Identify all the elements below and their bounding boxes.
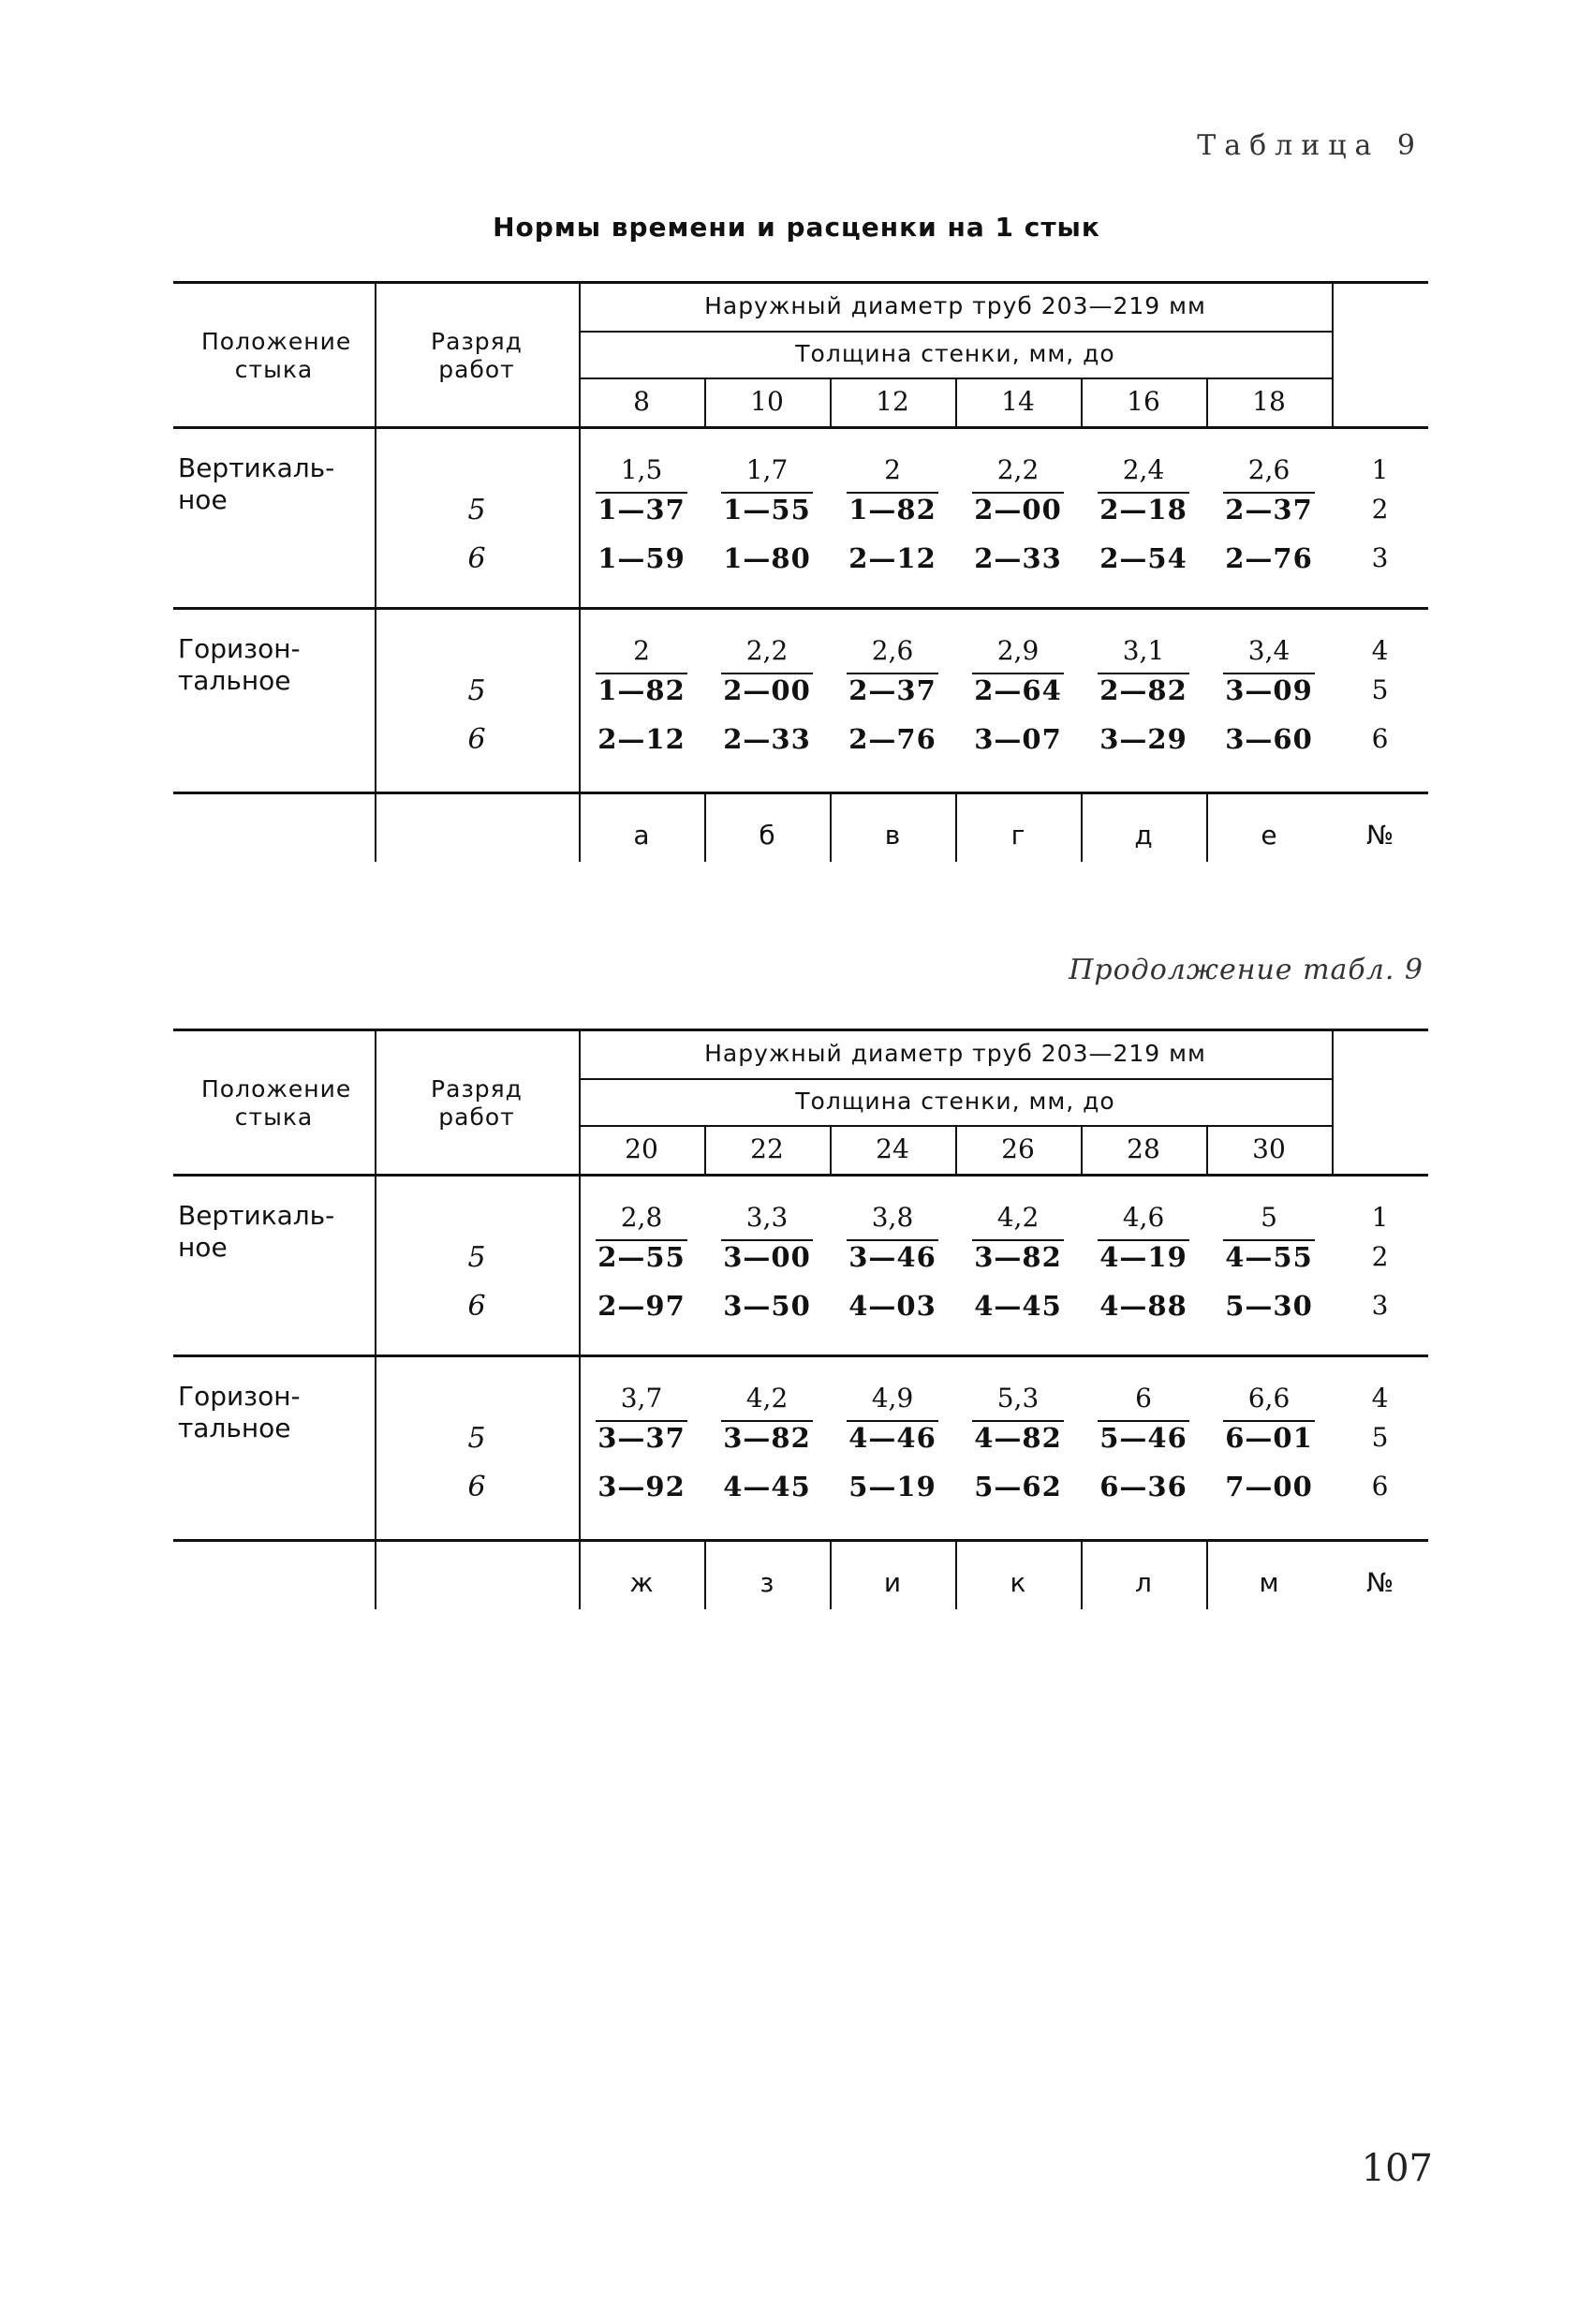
column-letter: м	[1259, 1567, 1279, 1598]
diameter-header: Наружный диаметр труб 203—219 мм	[704, 292, 1206, 319]
rate-value: 2—37	[848, 674, 937, 706]
page-number: 107	[1361, 2147, 1433, 2190]
time-norm: 3,7	[620, 1383, 663, 1414]
rate-value: 3—29	[1099, 723, 1187, 755]
grade-value: 6	[467, 723, 486, 756]
column-letter: а	[633, 820, 650, 851]
row-number: 6	[1371, 723, 1389, 754]
rate-value: 5—46	[1099, 1422, 1187, 1454]
position-header: Положение стыка	[201, 328, 352, 383]
thickness-4: 28	[1127, 1133, 1160, 1164]
grade-header: Разряд работ	[431, 1075, 523, 1131]
column-letter: в	[884, 820, 901, 851]
thickness-2: 12	[876, 386, 909, 417]
rate-value: 2—12	[848, 542, 937, 574]
rate-value: 5—19	[848, 1471, 937, 1502]
time-norm: 4,2	[745, 1383, 789, 1414]
time-norm: 6,6	[1247, 1383, 1291, 1414]
position-label-line1: Горизон-	[178, 1381, 301, 1412]
position-label-line2: тальное	[178, 1413, 291, 1443]
time-norm: 2,4	[1122, 454, 1165, 485]
column-letter: к	[1010, 1567, 1026, 1598]
rate-value: 2—37	[1225, 494, 1313, 525]
row-number: 5	[1371, 1422, 1389, 1453]
time-norm: 2,2	[745, 635, 789, 666]
row-number: 4	[1371, 1383, 1389, 1414]
group-rule	[173, 607, 1428, 610]
rate-value: 3—37	[597, 1422, 686, 1454]
num-col-divider	[1332, 1029, 1334, 1174]
grade-value: 6	[467, 1290, 486, 1323]
time-norm: 1,7	[745, 454, 789, 485]
time-norm: 2,9	[996, 635, 1040, 666]
time-norm: 2,8	[620, 1202, 663, 1233]
row-number: 1	[1371, 1202, 1389, 1233]
column-letter: д	[1134, 820, 1153, 851]
row-number: 2	[1371, 1241, 1389, 1272]
rate-value: 1—37	[597, 494, 686, 525]
row-number: 3	[1371, 1290, 1389, 1321]
column-letter: е	[1261, 820, 1277, 851]
rate-value: 3—92	[597, 1471, 686, 1502]
rate-value: 3—07	[974, 723, 1062, 755]
time-norm: 3,1	[1122, 635, 1165, 666]
rate-value: 3—50	[723, 1290, 811, 1322]
group-rule	[173, 1354, 1428, 1357]
position-header: Положение стыка	[201, 1075, 352, 1131]
position-label-line2: ное	[178, 1232, 228, 1263]
thickness-5: 18	[1252, 386, 1286, 417]
time-norm: 3,3	[745, 1202, 789, 1233]
rate-value: 4—03	[848, 1290, 937, 1322]
header-rule	[173, 426, 1428, 429]
rate-value: 2—55	[597, 1241, 686, 1273]
time-norm: 3,4	[1247, 635, 1291, 666]
time-norm: 2	[884, 454, 901, 485]
position-label-line1: Горизон-	[178, 633, 301, 664]
num-col-divider	[1332, 281, 1334, 426]
rate-value: 1—82	[848, 494, 937, 525]
diameter-header: Наружный диаметр труб 203—219 мм	[704, 1040, 1206, 1067]
position-label-line2: тальное	[178, 665, 291, 696]
position-label-line2: ное	[178, 484, 228, 515]
header-rule	[173, 1174, 1428, 1177]
rate-value: 2—12	[597, 723, 686, 755]
rate-value: 7—00	[1225, 1471, 1313, 1502]
rate-value: 6—36	[1099, 1471, 1187, 1502]
thickness-4: 16	[1127, 386, 1160, 417]
bottom-rule	[173, 792, 1428, 794]
time-norm: 1,5	[620, 454, 663, 485]
time-norm: 6	[1135, 1383, 1152, 1414]
number-label: №	[1365, 820, 1394, 851]
rate-value: 1—80	[723, 542, 811, 574]
column-letter: ж	[629, 1567, 654, 1598]
column-letter: з	[760, 1567, 774, 1598]
column-letter: л	[1135, 1567, 1152, 1598]
page-title: Нормы времени и расценки на 1 стык	[493, 212, 1100, 243]
rate-value: 4—82	[974, 1422, 1062, 1454]
column-letter: г	[1010, 820, 1025, 851]
diameter-rule	[579, 331, 1332, 333]
table-label: Таблица 9	[1197, 129, 1423, 162]
bottom-rule	[173, 1539, 1428, 1542]
position-label-line1: Вертикаль-	[178, 452, 335, 483]
rate-value: 2—76	[848, 723, 937, 755]
row-number: 2	[1371, 494, 1389, 525]
time-norm: 4,6	[1122, 1202, 1165, 1233]
rate-value: 2—54	[1099, 542, 1187, 574]
row-number: 1	[1371, 454, 1389, 485]
time-norm: 3,8	[871, 1202, 914, 1233]
grade-value: 5	[467, 494, 486, 526]
row-number: 4	[1371, 635, 1389, 666]
rate-value: 4—45	[723, 1471, 811, 1502]
thickness-3: 14	[1001, 386, 1035, 417]
grade-value: 6	[467, 1471, 486, 1503]
continuation-label: Продолжение табл. 9	[1069, 954, 1423, 986]
rate-value: 4—88	[1099, 1290, 1187, 1322]
rate-value: 2—18	[1099, 494, 1187, 525]
row-number: 3	[1371, 542, 1389, 573]
rate-value: 4—19	[1099, 1241, 1187, 1273]
rate-value: 4—45	[974, 1290, 1062, 1322]
thickness-1: 22	[750, 1133, 784, 1164]
rate-value: 2—97	[597, 1290, 686, 1322]
grade-value: 5	[467, 1241, 486, 1274]
rate-value: 3—82	[723, 1422, 811, 1454]
time-norm: 4,2	[996, 1202, 1040, 1233]
rate-value: 6—01	[1225, 1422, 1313, 1454]
rate-value: 3—60	[1225, 723, 1313, 755]
thickness-0: 20	[625, 1133, 658, 1164]
time-norm: 2,6	[1247, 454, 1291, 485]
rate-value: 1—59	[597, 542, 686, 574]
grade-header: Разряд работ	[431, 328, 523, 383]
row-number: 5	[1371, 674, 1389, 705]
rate-value: 3—00	[723, 1241, 811, 1273]
thickness-1: 10	[750, 386, 784, 417]
position-label-line1: Вертикаль-	[178, 1200, 335, 1231]
rate-value: 3—46	[848, 1241, 937, 1273]
rate-value: 1—55	[723, 494, 811, 525]
grade-value: 5	[467, 674, 486, 707]
rate-value: 2—33	[974, 542, 1062, 574]
thickness-header: Толщина стенки, мм, до	[795, 1088, 1115, 1115]
rate-value: 2—00	[974, 494, 1062, 525]
time-norm: 5	[1261, 1202, 1277, 1233]
rate-value: 2—33	[723, 723, 811, 755]
thickness-5: 30	[1252, 1133, 1286, 1164]
rate-value: 3—09	[1225, 674, 1313, 706]
time-norm: 2,2	[996, 454, 1040, 485]
time-norm: 2,6	[871, 635, 914, 666]
top-rule	[173, 281, 1428, 284]
thickness-3: 26	[1001, 1133, 1035, 1164]
rate-value: 4—55	[1225, 1241, 1313, 1273]
rate-value: 5—30	[1225, 1290, 1313, 1322]
thickness-header: Толщина стенки, мм, до	[795, 340, 1115, 367]
column-letter: и	[883, 1567, 902, 1598]
column-letter: б	[759, 820, 775, 851]
rate-value: 3—82	[974, 1241, 1062, 1273]
rate-value: 2—00	[723, 674, 811, 706]
time-norm: 5,3	[996, 1383, 1040, 1414]
thickness-0: 8	[633, 386, 650, 417]
rate-value: 2—64	[974, 674, 1062, 706]
rate-value: 5—62	[974, 1471, 1062, 1502]
grade-value: 6	[467, 542, 486, 575]
row-number: 6	[1371, 1471, 1389, 1502]
rate-value: 2—82	[1099, 674, 1187, 706]
diameter-rule	[579, 1078, 1332, 1080]
time-norm: 2	[633, 635, 650, 666]
thickness-2: 24	[876, 1133, 909, 1164]
time-norm: 4,9	[871, 1383, 914, 1414]
rate-value: 4—46	[848, 1422, 937, 1454]
rate-value: 2—76	[1225, 542, 1313, 574]
number-label: №	[1365, 1567, 1394, 1598]
grade-value: 5	[467, 1422, 486, 1455]
rate-value: 1—82	[597, 674, 686, 706]
top-rule	[173, 1029, 1428, 1031]
